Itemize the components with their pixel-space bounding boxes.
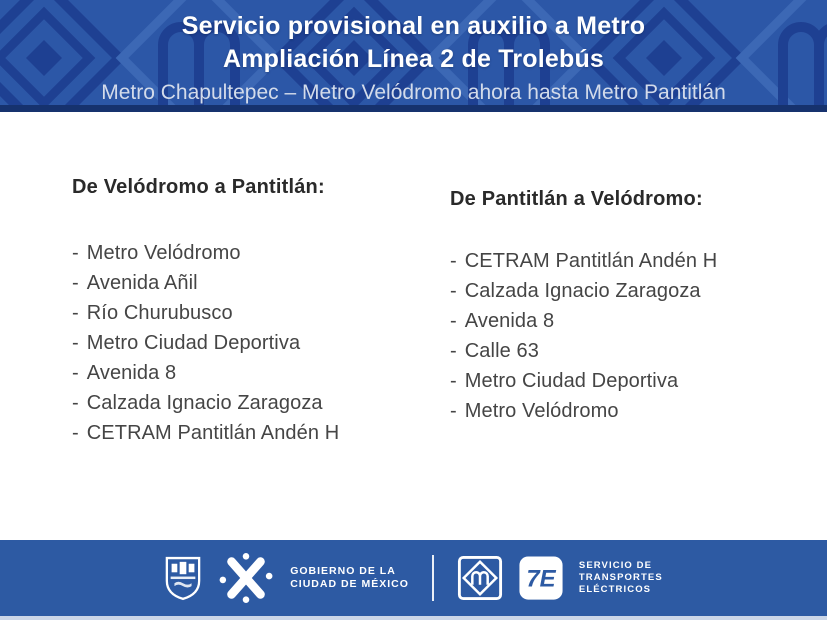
stop-item bbox=[72, 358, 412, 388]
stop-list bbox=[72, 238, 412, 448]
government-wordmark bbox=[290, 565, 409, 591]
column-heading: De Velódromo a Pantitlán: bbox=[72, 176, 325, 198]
stop-label: Calle 63 bbox=[464, 340, 539, 362]
stop-lists-area bbox=[0, 112, 827, 540]
stop-label: Avenida Añil bbox=[86, 272, 198, 294]
bullet-dash: - bbox=[450, 250, 457, 272]
route-subtitle bbox=[0, 80, 827, 105]
bullet-dash: - bbox=[72, 362, 79, 384]
bullet-dash: - bbox=[450, 400, 457, 422]
footer-banner bbox=[0, 540, 827, 616]
footer-divider bbox=[432, 555, 434, 601]
ste-logo-icon bbox=[518, 555, 564, 601]
stop-label: Metro Ciudad Deportiva bbox=[464, 370, 679, 392]
bullet-dash: - bbox=[72, 332, 79, 354]
stop-label: Calzada Ignacio Zaragoza bbox=[464, 280, 701, 302]
header-banner bbox=[0, 0, 827, 112]
stop-label: CETRAM Pantitlán Andén H bbox=[464, 250, 718, 272]
route-column-velodromo-a-pantitlan bbox=[72, 174, 412, 448]
bullet-dash: - bbox=[450, 340, 457, 362]
stop-item bbox=[450, 366, 790, 396]
cdmx-knot-icon bbox=[217, 551, 275, 605]
stop-item bbox=[72, 298, 412, 328]
stop-item bbox=[450, 396, 790, 426]
stop-label: Avenida 8 bbox=[86, 362, 177, 384]
title-line-2: Ampliación Línea 2 de Trolebús bbox=[222, 45, 605, 73]
stop-label: Calzada Ignacio Zaragoza bbox=[86, 392, 323, 414]
stop-item bbox=[72, 268, 412, 298]
agency-line2: TRANSPORTES bbox=[578, 572, 663, 583]
bullet-dash: - bbox=[450, 310, 457, 332]
bullet-dash: - bbox=[72, 242, 79, 264]
ste-monogram: 7E bbox=[526, 565, 556, 593]
bullet-dash: - bbox=[72, 272, 79, 294]
header-text-block bbox=[0, 0, 827, 105]
subtitle-underlined-terminus: Metro Pantitlán bbox=[585, 81, 726, 107]
stop-item bbox=[72, 418, 412, 448]
government-line2: CIUDAD DE MÉXICO bbox=[290, 578, 409, 590]
stop-item bbox=[450, 246, 790, 276]
bullet-dash: - bbox=[72, 392, 79, 414]
subtitle-prefix: Metro Chapultepec – Metro Velódromo ahora hasta bbox=[101, 81, 585, 104]
stop-label: Metro Velódromo bbox=[464, 400, 619, 422]
metro-maze-icon bbox=[457, 555, 503, 601]
stop-label: Avenida 8 bbox=[464, 310, 555, 332]
stop-item bbox=[72, 328, 412, 358]
government-line1: GOBIERNO DE LA bbox=[290, 565, 396, 577]
bullet-dash: - bbox=[72, 422, 79, 444]
agency-wordmark bbox=[579, 560, 663, 596]
bullet-dash: - bbox=[72, 302, 79, 324]
bottom-strip bbox=[0, 616, 827, 620]
agency-line1: SERVICIO DE bbox=[578, 560, 653, 571]
stop-label: CETRAM Pantitlán Andén H bbox=[86, 422, 340, 444]
stop-label: Río Churubusco bbox=[86, 302, 233, 324]
bullet-dash: - bbox=[450, 370, 457, 392]
route-column-pantitlan-a-velodromo bbox=[450, 186, 790, 426]
stop-label: Metro Velódromo bbox=[86, 242, 241, 264]
column-heading: De Pantitlán a Velódromo: bbox=[450, 188, 703, 210]
stop-item bbox=[450, 306, 790, 336]
stop-list bbox=[450, 246, 790, 426]
bullet-dash: - bbox=[450, 280, 457, 302]
agency-line3: ELÉCTRICOS bbox=[578, 584, 652, 595]
stop-item bbox=[450, 336, 790, 366]
title-line-1: Servicio provisional en auxilio a Metro bbox=[181, 12, 646, 40]
stop-item bbox=[450, 276, 790, 306]
stop-item bbox=[72, 388, 412, 418]
cdmx-shield-icon bbox=[164, 555, 202, 601]
stop-item bbox=[72, 238, 412, 268]
stop-label: Metro Ciudad Deportiva bbox=[86, 332, 301, 354]
